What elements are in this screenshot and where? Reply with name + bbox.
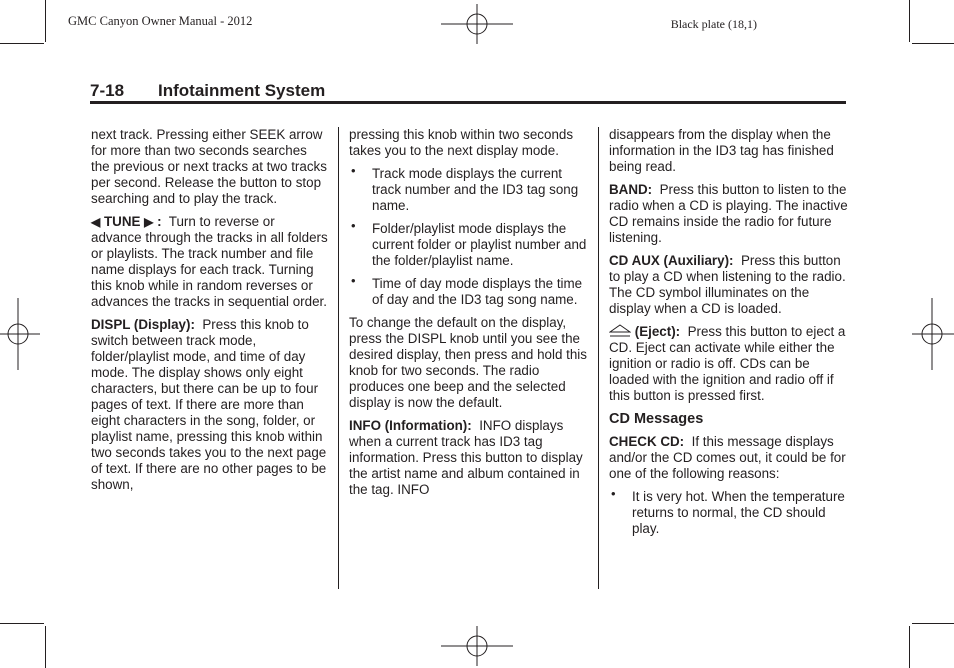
tune-text: Turn to reverse or advance through the tracks in all folders or playlists. The track number and file name displays for each track. Turning this knob while in random reverses or advances the tracks in sequential order. [91,214,328,309]
eject-label: (Eject): [634,324,681,339]
chapter-title: Infotainment System [158,81,326,100]
band-paragraph [609,182,849,246]
list-item: • Track mode displays the current track number and the ID3 tag song name. [351,163,579,213]
crop-mark [912,623,954,624]
tune-label: TUNE [103,214,141,229]
info-label: INFO (Information): [349,418,472,433]
check-cd-text: If this message displays and/or the CD comes out, it could be for one of the following reasons: [609,434,846,481]
info-paragraph [349,418,589,498]
tune-left-arrow-icon: ◀ [91,215,101,229]
title-rule [90,101,846,104]
registration-mark-icon [912,298,954,370]
plate-label: Black plate (18,1) [670,17,757,31]
list-item: • Folder/playlist mode displays the current folder or playlist number and the folder/playlist name. [351,218,587,268]
crop-mark [0,623,44,624]
registration-mark-icon [441,626,513,666]
crop-mark [45,626,46,668]
cd-aux-label: CD AUX (Auxiliary): [609,253,734,268]
registration-mark-icon [0,298,40,370]
page-number: 7-18 [90,81,125,100]
crop-mark [0,43,44,44]
paragraph: next track. Pressing either SEEK arrow for more than two seconds searches the previous or next tracks at two tracks per second. Release the button to stop searching and to play the track. [91,127,327,206]
column-divider [338,127,339,589]
band-text: Press this button to listen to the radio when a CD is playing. The inactive CD remains inside the radio for future listening. [609,182,848,245]
paragraph: To change the default on the display, press the DISPL knob until you see the desired display, then press and hold this knob for two seconds. The radio produces one beep and the selected display is now the default. [349,315,587,410]
bullet-icon: • [351,273,356,288]
list-item: • Time of day mode displays the time of day and the ID3 tag song name. [351,273,583,307]
tune-right-arrow-icon: ▶ [144,215,154,229]
bullet-icon: • [351,163,356,178]
displ-text: Press this knob to switch between track mode, folder/playlist mode, and time of day mode. The display shows only eight characters, but there can be up to four pages of text. If there are more than eight characters in the song, folder, or playlist name, pressing this knob within two seconds takes you to the next page of text. If there are no other pages to be shown, [91,317,327,492]
column-2 [349,127,589,505]
bullet-icon: • [351,218,356,233]
bullet-list [609,486,849,537]
bullet-icon: • [611,486,616,501]
eject-text: Press this button to eject a CD. Eject can activate while either the ignition or radio is off. CDs can be loaded with the ignition and radio off if this button is pressed first. [609,324,846,403]
tune-paragraph [91,214,329,310]
paragraph: pressing this knob within two seconds takes you to the next display mode. [349,127,574,158]
running-header: GMC Canyon Owner Manual - 2012 [68,14,253,28]
check-cd-paragraph [609,434,849,482]
eject-paragraph [609,324,849,404]
column-3 [609,127,849,544]
subsection-heading: CD Messages [609,411,704,427]
displ-label: DISPL (Display): [91,317,195,332]
section-title [90,81,846,101]
paragraph: disappears from the display when the information in the ID3 tag has finished being read. [609,127,834,174]
crop-mark [909,626,910,668]
crop-mark [45,0,46,42]
column-1 [91,127,329,500]
column-divider [598,127,599,589]
crop-mark [912,43,954,44]
info-text: INFO displays when a current track has ID3 tag information. Press this button to display the artist name and album contained in the tag. INFO [349,418,583,497]
cd-aux-text: Press this button to play a CD when listening to the radio. The CD symbol illuminates on the display when a CD is loaded. [609,253,846,316]
list-item: • It is very hot. When the temperature returns to normal, the CD should play. [611,486,845,536]
registration-mark-icon [441,4,513,44]
tune-colon: : [157,214,162,229]
crop-mark [909,0,910,42]
bullet-list [349,163,589,308]
check-cd-label: CHECK CD: [609,434,685,449]
cd-aux-paragraph [609,253,849,317]
eject-icon [609,324,631,338]
band-label: BAND: [609,182,653,197]
displ-paragraph [91,317,329,493]
